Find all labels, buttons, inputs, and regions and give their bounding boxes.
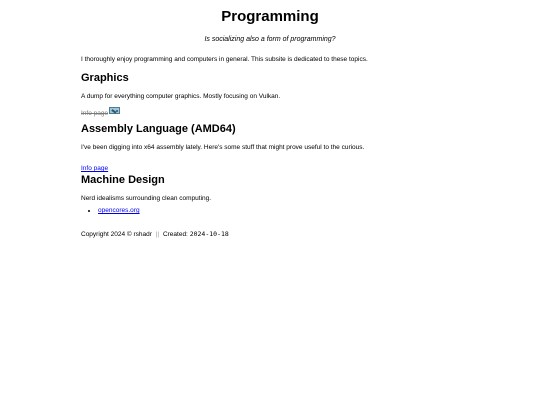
footer-copyright: Copyright 2024 © rshadr <box>81 231 152 238</box>
section-heading-graphics: Graphics <box>81 72 129 84</box>
intro-text: I thoroughly enjoy programming and computers in general. This subsite is dedicated to these topics. <box>81 56 368 63</box>
section-heading-assembly: Assembly Language (AMD64) <box>81 123 236 135</box>
footer-separator: || <box>155 231 160 238</box>
footer-created-label: Created: <box>162 231 188 238</box>
page-tagline: Is socializing also a form of programming? <box>204 36 336 43</box>
wrench-icon <box>109 107 120 114</box>
section-description-assembly: I've been digging into x64 assembly lately. Here's some stuff that might prove useful to the curious. <box>81 144 365 151</box>
opencores-link[interactable]: opencores.org <box>98 207 140 214</box>
assembly-info-row <box>81 157 108 175</box>
assembly-info-page-link[interactable]: Info page <box>81 165 109 172</box>
page-title: Programming <box>221 8 319 25</box>
machine-design-link-list <box>81 206 140 215</box>
list-item <box>98 206 140 215</box>
graphics-info-row <box>81 106 120 118</box>
section-description-graphics: A dump for everything computer graphics. Mostly focusing on Vulkan. <box>81 93 281 100</box>
section-heading-machine-design: Machine Design <box>81 174 165 186</box>
section-description-machine-design: Nerd idealisms surrounding clean computing. <box>81 195 212 202</box>
graphics-info-page-link-disabled: Info page <box>81 110 109 117</box>
footer-created-date: 2024-10-18 <box>189 230 229 238</box>
footer <box>81 230 229 239</box>
